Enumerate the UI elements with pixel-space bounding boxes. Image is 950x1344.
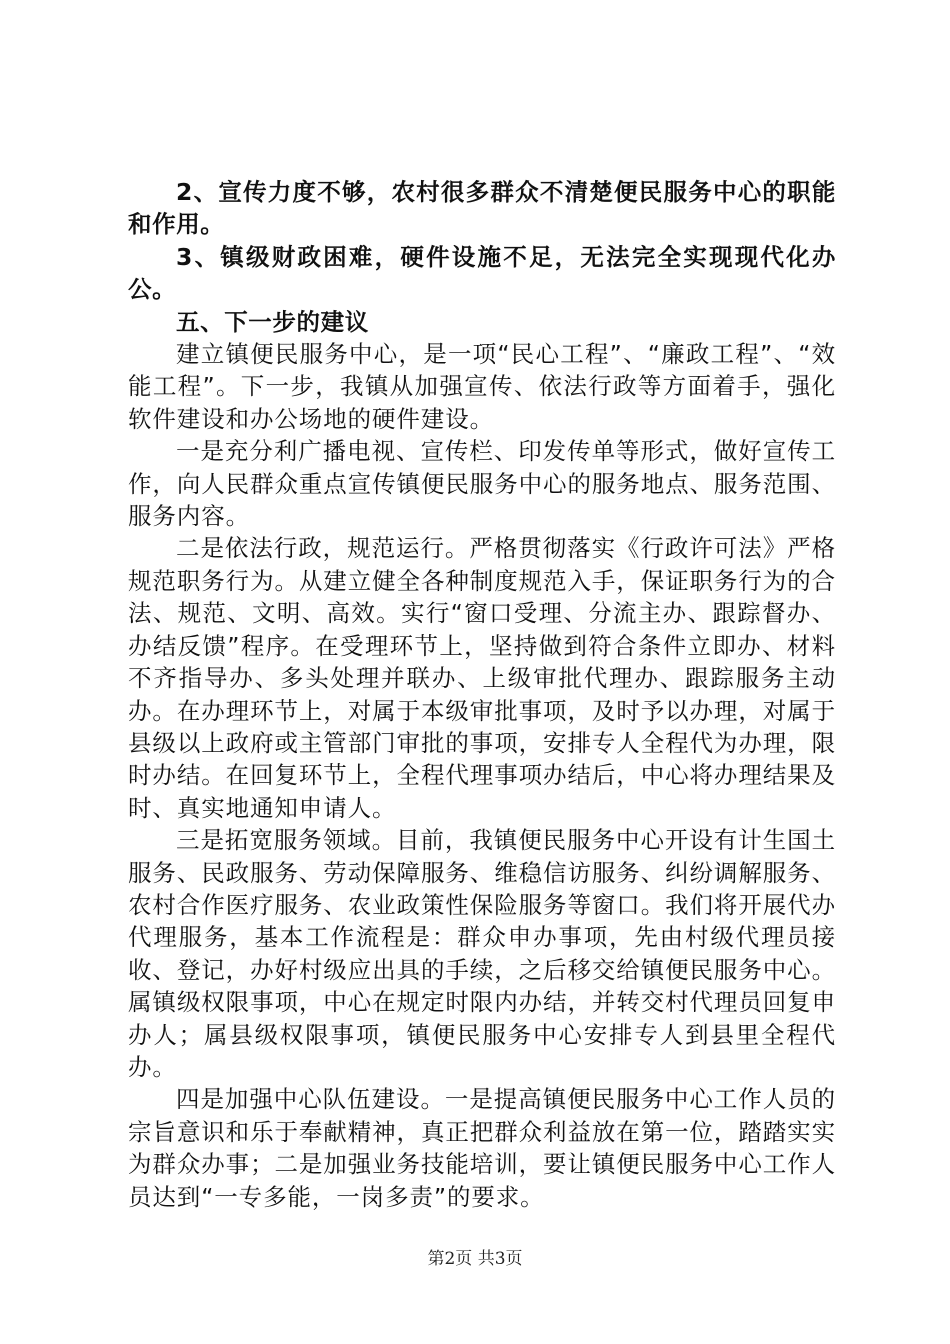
paragraph-point-4: 四是加强中心队伍建设。一是提高镇便民服务中心工作人员的宗旨意识和乐于奉献精神，真正把群众利益放在第一位，踏踏实实为群众办事；二是加强业务技能培训，要让镇便民服务中心工作人员达到“一专多能，一岗多责”的要求。 — [128, 1085, 836, 1211]
page-footer: 第2页 共3页 — [427, 1249, 523, 1269]
paragraph-point-1: 一是充分利广播电视、宣传栏、印发传单等形式，做好宣传工作，向人民群众重点宣传镇便民服务中心的服务地点、服务范围、服务内容。 — [128, 437, 836, 531]
paragraph-point-3: 三是拓宽服务领域。目前，我镇便民服务中心开设有计生国土服务、民政服务、劳动保障服务、维稳信访服务、纠纷调解服务、农村合作医疗服务、农业政策性保险服务等窗口。我们将开展代办代理服务，基本工作流程是：群众申办事项，先由村级代理员接收、登记，办好村级应出具的手续，之后移交给镇便民服务中心。属镇级权限事项，中心在规定时限内办结，并转交村代理员回复申办人；属县级权限事项，镇便民服务中心安排专人到县里全程代办。 — [128, 826, 836, 1081]
paragraph-issue-3: 3、镇级财政困难，硬件设施不足，无法完全实现现代化办公。 — [128, 242, 836, 304]
paragraph-point-2: 二是依法行政，规范运行。严格贯彻落实《行政许可法》严格规范职务行为。从建立健全各种制度规范入手，保证职务行为的合法、规范、文明、高效。实行“窗口受理、分流主办、跟踪督办、办结反馈”程序。在受理环节上，坚持做到符合条件立即办、材料不齐指导办、多头处理并联办、上级审批代理办、跟踪服务主动办。在办理环节上，对属于本级审批事项，及时予以办理，对属于县级以上政府或主管部门审批的事项，安排专人全程代为办理，限时办结。在回复环节上，全程代理事项办结后，中心将办理结果及时、真实地通知申请人。 — [128, 534, 836, 822]
paragraph-intro: 建立镇便民服务中心，是一项“民心工程”、“廉政工程”、“效能工程”。下一步，我镇从加强宣传、依法行政等方面着手，强化软件建设和办公场地的硬件建设。 — [128, 340, 836, 433]
section-heading: 五、下一步的建议 — [176, 307, 369, 336]
paragraph-issue-2: 2、宣传力度不够，农村很多群众不清楚便民服务中心的职能和作用。 — [128, 178, 836, 239]
document-body — [128, 176, 836, 1213]
